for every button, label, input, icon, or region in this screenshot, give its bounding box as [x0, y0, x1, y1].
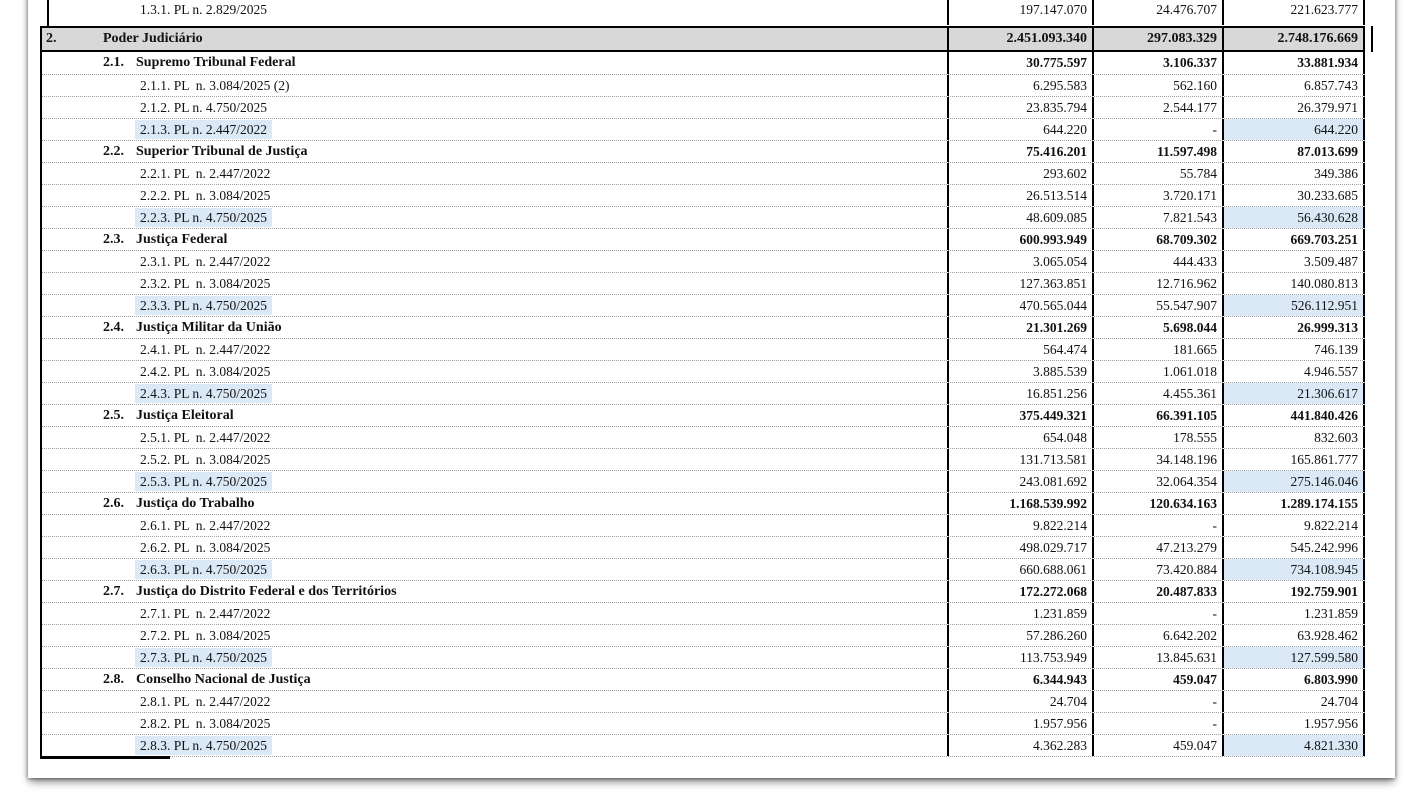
value-cell: 545.242.996 — [1222, 537, 1365, 558]
value-cell: 644.220 — [1222, 119, 1365, 140]
value-cell: 470.565.044 — [947, 295, 1092, 316]
row-label-cell — [42, 515, 947, 536]
value-cell: 3.065.054 — [947, 251, 1092, 272]
value-cell: 178.555 — [1092, 427, 1222, 448]
value-cell: 63.928.462 — [1222, 625, 1365, 646]
table-row — [42, 646, 1365, 668]
row-title: Supremo Tribunal Federal — [136, 55, 296, 70]
row-item-label: 1.3.1. PL n. 2.829/2025 — [140, 2, 268, 17]
value-cell: 13.845.631 — [1092, 647, 1222, 668]
row-label-cell — [42, 97, 947, 118]
value-cell: 297.083.329 — [1092, 28, 1222, 50]
table-row — [42, 382, 1365, 404]
value-cell: 5.698.044 — [1092, 317, 1222, 338]
value-cell: 644.220 — [947, 119, 1092, 140]
value-cell: 11.597.498 — [1092, 141, 1222, 162]
table-row — [42, 294, 1365, 316]
value-cell: 30.233.685 — [1222, 185, 1365, 206]
value-cell: 600.993.949 — [947, 229, 1092, 250]
value-cell: 12.716.962 — [1092, 273, 1222, 294]
table-row — [42, 712, 1365, 734]
row-item-label: 2.1.3. PL n. 2.447/2022 — [135, 120, 272, 139]
row-label-cell — [42, 625, 947, 646]
table-row — [42, 734, 1365, 756]
value-cell: 24.704 — [947, 691, 1092, 712]
row-title: Justiça Eleitoral — [136, 407, 234, 423]
value-cell: 375.449.321 — [947, 405, 1092, 426]
value-cell: 6.857.743 — [1222, 75, 1365, 96]
row-item-label: 2.1.1. PL n. 3.084/2025 (2) — [140, 78, 290, 93]
value-cell: 349.386 — [1222, 163, 1365, 184]
value-cell: 55.547.907 — [1092, 295, 1222, 316]
value-cell: 26.379.971 — [1222, 97, 1365, 118]
value-cell: 127.599.580 — [1222, 647, 1365, 668]
row-label-cell — [42, 75, 947, 96]
value-cell: 832.603 — [1222, 427, 1365, 448]
value-cell: 6.344.943 — [947, 669, 1092, 690]
value-cell: 140.080.813 — [1222, 273, 1365, 294]
row-item-label: 2.4.3. PL n. 4.750/2025 — [135, 384, 272, 403]
value-cell: 57.286.260 — [947, 625, 1092, 646]
row-number: 2.2. — [103, 143, 124, 159]
row-label-cell — [42, 185, 947, 206]
value-cell: 3.106.337 — [1092, 52, 1222, 74]
value-cell: - — [1092, 119, 1222, 140]
value-cell: 293.602 — [947, 163, 1092, 184]
table-row — [42, 426, 1365, 448]
row-item-label: 2.2.1. PL n. 2.447/2022 — [140, 166, 271, 181]
table-row — [42, 624, 1365, 646]
row-number: 2.7. — [103, 583, 124, 599]
value-cell: 669.703.251 — [1222, 229, 1365, 250]
value-cell: 24.476.707 — [1092, 0, 1222, 25]
row-label-cell — [42, 52, 947, 74]
table-row — [42, 272, 1365, 294]
value-cell: 127.363.851 — [947, 273, 1092, 294]
value-cell: 120.634.163 — [1092, 493, 1222, 514]
value-cell: 6.642.202 — [1092, 625, 1222, 646]
value-cell: 562.160 — [1092, 75, 1222, 96]
value-cell: 1.231.859 — [1222, 603, 1365, 624]
table-row — [42, 470, 1365, 492]
row-label-cell — [42, 207, 947, 228]
value-cell: 221.623.777 — [1222, 0, 1365, 25]
value-cell: 526.112.951 — [1222, 295, 1365, 316]
value-cell: 660.688.061 — [947, 559, 1092, 580]
value-cell: 2.748.176.669 — [1222, 28, 1365, 50]
value-cell: 73.420.884 — [1092, 559, 1222, 580]
value-cell: 498.029.717 — [947, 537, 1092, 558]
row-number: 2.4. — [103, 319, 124, 335]
value-cell: 165.861.777 — [1222, 449, 1365, 470]
table-bottom-left-border — [40, 756, 170, 759]
table-row — [42, 360, 1365, 382]
value-cell: 2.544.177 — [1092, 97, 1222, 118]
table-row — [42, 250, 1365, 272]
value-cell: 20.487.833 — [1092, 581, 1222, 602]
value-cell: 3.509.487 — [1222, 251, 1365, 272]
row-item-label: 2.6.2. PL n. 3.084/2025 — [140, 540, 271, 555]
value-cell: 66.391.105 — [1092, 405, 1222, 426]
value-cell: 1.957.956 — [1222, 713, 1365, 734]
value-cell: 9.822.214 — [947, 515, 1092, 536]
row-item-label: 2.2.3. PL n. 4.750/2025 — [135, 208, 272, 227]
table-row — [42, 448, 1365, 470]
table-row — [42, 162, 1365, 184]
budget-table — [40, 26, 1365, 756]
row-label-cell — [42, 537, 947, 558]
table-row — [42, 338, 1365, 360]
value-cell: 26.513.514 — [947, 185, 1092, 206]
row-item-label: 2.6.1. PL n. 2.447/2022 — [140, 518, 271, 533]
value-cell: 3.720.171 — [1092, 185, 1222, 206]
row-label-cell — [42, 339, 947, 360]
row-title: Poder Judiciário — [103, 31, 203, 46]
row-title: Justiça Federal — [136, 231, 228, 247]
row-label-cell — [42, 273, 947, 294]
row-label-cell — [42, 28, 947, 50]
table-row — [42, 206, 1365, 228]
row-label-cell — [42, 317, 947, 338]
row-number: 2.3. — [103, 231, 124, 247]
value-cell: 9.822.214 — [1222, 515, 1365, 536]
value-cell: 1.061.018 — [1092, 361, 1222, 382]
value-cell: 21.301.269 — [947, 317, 1092, 338]
value-cell: 181.665 — [1092, 339, 1222, 360]
value-cell: 2.451.093.340 — [947, 28, 1092, 50]
row-label-cell — [42, 229, 947, 250]
value-cell: 654.048 — [947, 427, 1092, 448]
value-cell: 1.231.859 — [947, 603, 1092, 624]
table-row — [42, 316, 1365, 338]
value-cell: 564.474 — [947, 339, 1092, 360]
row-item-label: 2.7.1. PL n. 2.447/2022 — [140, 606, 271, 621]
table-row — [42, 228, 1365, 250]
table-row — [42, 514, 1365, 536]
value-cell: 113.753.949 — [947, 647, 1092, 668]
value-cell: 56.430.628 — [1222, 207, 1365, 228]
value-cell: 6.803.990 — [1222, 669, 1365, 690]
value-cell: 197.147.070 — [947, 0, 1092, 25]
value-cell: 441.840.426 — [1222, 405, 1365, 426]
row-item-label: 2.6.3. PL n. 4.750/2025 — [135, 560, 272, 579]
row-number: 2.6. — [103, 495, 124, 511]
value-cell: 7.821.543 — [1092, 207, 1222, 228]
row-label-cell — [42, 141, 947, 162]
document-page — [28, 0, 1395, 778]
value-cell: 75.416.201 — [947, 141, 1092, 162]
row-label-cell — [42, 471, 947, 492]
row-label-cell — [42, 559, 947, 580]
value-cell: 459.047 — [1092, 735, 1222, 756]
row-item-label: 2.5.1. PL n. 2.447/2022 — [140, 430, 271, 445]
value-cell: 4.362.283 — [947, 735, 1092, 756]
value-cell: 172.272.068 — [947, 581, 1092, 602]
row-title: Justiça Militar da União — [136, 319, 282, 335]
value-cell: 1.289.174.155 — [1222, 493, 1365, 514]
value-cell: 33.881.934 — [1222, 52, 1365, 74]
value-cell: 746.139 — [1222, 339, 1365, 360]
row-label-cell — [42, 361, 947, 382]
row-item-label: 2.8.3. PL n. 4.750/2025 — [135, 736, 272, 755]
row-item-label: 2.5.3. PL n. 4.750/2025 — [135, 472, 272, 491]
table-row — [42, 558, 1365, 580]
table-row — [42, 52, 1365, 74]
table-row — [42, 536, 1365, 558]
row-label-cell — [42, 493, 947, 514]
row-item-label: 2.3.1. PL n. 2.447/2022 — [140, 254, 271, 269]
value-cell: 55.784 — [1092, 163, 1222, 184]
row-label-cell — [42, 669, 947, 690]
table-row — [42, 492, 1365, 514]
table-row — [42, 26, 1365, 52]
row-title: Justiça do Distrito Federal e dos Territórios — [136, 583, 397, 599]
row-item-label: 2.8.2. PL n. 3.084/2025 — [140, 716, 271, 731]
value-cell: 459.047 — [1092, 669, 1222, 690]
row-label-cell — [42, 383, 947, 404]
row-label-cell — [42, 581, 947, 602]
value-cell: 444.433 — [1092, 251, 1222, 272]
value-cell: 24.704 — [1222, 691, 1365, 712]
row-item-label: 2.5.2. PL n. 3.084/2025 — [140, 452, 271, 467]
table-row — [42, 690, 1365, 712]
row-label-cell — [42, 691, 947, 712]
value-cell: - — [1092, 515, 1222, 536]
row-item-label: 2.7.3. PL n. 4.750/2025 — [135, 648, 272, 667]
value-cell: 47.213.279 — [1092, 537, 1222, 558]
row-item-label: 2.3.2. PL n. 3.084/2025 — [140, 276, 271, 291]
table-row-partial — [40, 0, 1365, 26]
value-cell: - — [1092, 713, 1222, 734]
value-cell: 23.835.794 — [947, 97, 1092, 118]
row-item-label: 2.4.2. PL n. 3.084/2025 — [140, 364, 271, 379]
row-number: 2.8. — [103, 671, 124, 687]
table-row — [42, 580, 1365, 602]
value-cell: 275.146.046 — [1222, 471, 1365, 492]
row-title: Conselho Nacional de Justiça — [136, 671, 311, 687]
value-cell: 68.709.302 — [1092, 229, 1222, 250]
value-cell: - — [1092, 603, 1222, 624]
value-cell: 32.064.354 — [1092, 471, 1222, 492]
value-cell: 26.999.313 — [1222, 317, 1365, 338]
table-row — [42, 74, 1365, 96]
table-row — [42, 118, 1365, 140]
row-label-cell — [42, 603, 947, 624]
row-label-cell — [42, 427, 947, 448]
row-label-cell — [42, 449, 947, 470]
value-cell: - — [1092, 691, 1222, 712]
value-cell: 4.455.361 — [1092, 383, 1222, 404]
table-row — [42, 184, 1365, 206]
row-title: Justiça do Trabalho — [136, 495, 255, 511]
table-row — [42, 602, 1365, 624]
value-cell: 3.885.539 — [947, 361, 1092, 382]
value-cell: 48.609.085 — [947, 207, 1092, 228]
row-label-cell — [42, 119, 947, 140]
row-label-cell — [42, 405, 947, 426]
table-row — [42, 96, 1365, 118]
row-item-label: 2.1.2. PL n. 4.750/2025 — [140, 100, 268, 115]
value-cell: 6.295.583 — [947, 75, 1092, 96]
value-cell: 16.851.256 — [947, 383, 1092, 404]
row-label-cell — [42, 251, 947, 272]
value-cell: 192.759.901 — [1222, 581, 1365, 602]
value-cell: 87.013.699 — [1222, 141, 1365, 162]
value-cell: 4.821.330 — [1222, 735, 1365, 756]
value-cell: 34.148.196 — [1092, 449, 1222, 470]
row-label-cell — [42, 713, 947, 734]
row-number: 2. — [46, 31, 57, 46]
row-item-label: 2.4.1. PL n. 2.447/2022 — [140, 342, 271, 357]
value-cell: 4.946.557 — [1222, 361, 1365, 382]
table-row — [42, 404, 1365, 426]
value-cell: 30.775.597 — [947, 52, 1092, 74]
row-item-label: 2.3.3. PL n. 4.750/2025 — [135, 296, 272, 315]
row-label-cell — [42, 647, 947, 668]
value-cell: 1.168.539.992 — [947, 493, 1092, 514]
row-number: 2.1. — [103, 55, 124, 70]
row-item-label: 2.8.1. PL n. 2.447/2022 — [140, 694, 271, 709]
value-cell: 131.713.581 — [947, 449, 1092, 470]
value-cell: 734.108.945 — [1222, 559, 1365, 580]
table-row — [42, 668, 1365, 690]
row-label-cell — [42, 735, 947, 756]
row-number: 2.5. — [103, 407, 124, 423]
row-item-label: 2.7.2. PL n. 3.084/2025 — [140, 628, 271, 643]
row-label-cell — [42, 295, 947, 316]
table-row — [42, 140, 1365, 162]
value-cell: 243.081.692 — [947, 471, 1092, 492]
value-cell: 1.957.956 — [947, 713, 1092, 734]
row-title: Superior Tribunal de Justiça — [136, 143, 308, 159]
row-label-cell — [42, 163, 947, 184]
table-bottom-edge — [40, 756, 1365, 757]
value-cell: 21.306.617 — [1222, 383, 1365, 404]
row-item-label: 2.2.2. PL n. 3.084/2025 — [140, 188, 271, 203]
